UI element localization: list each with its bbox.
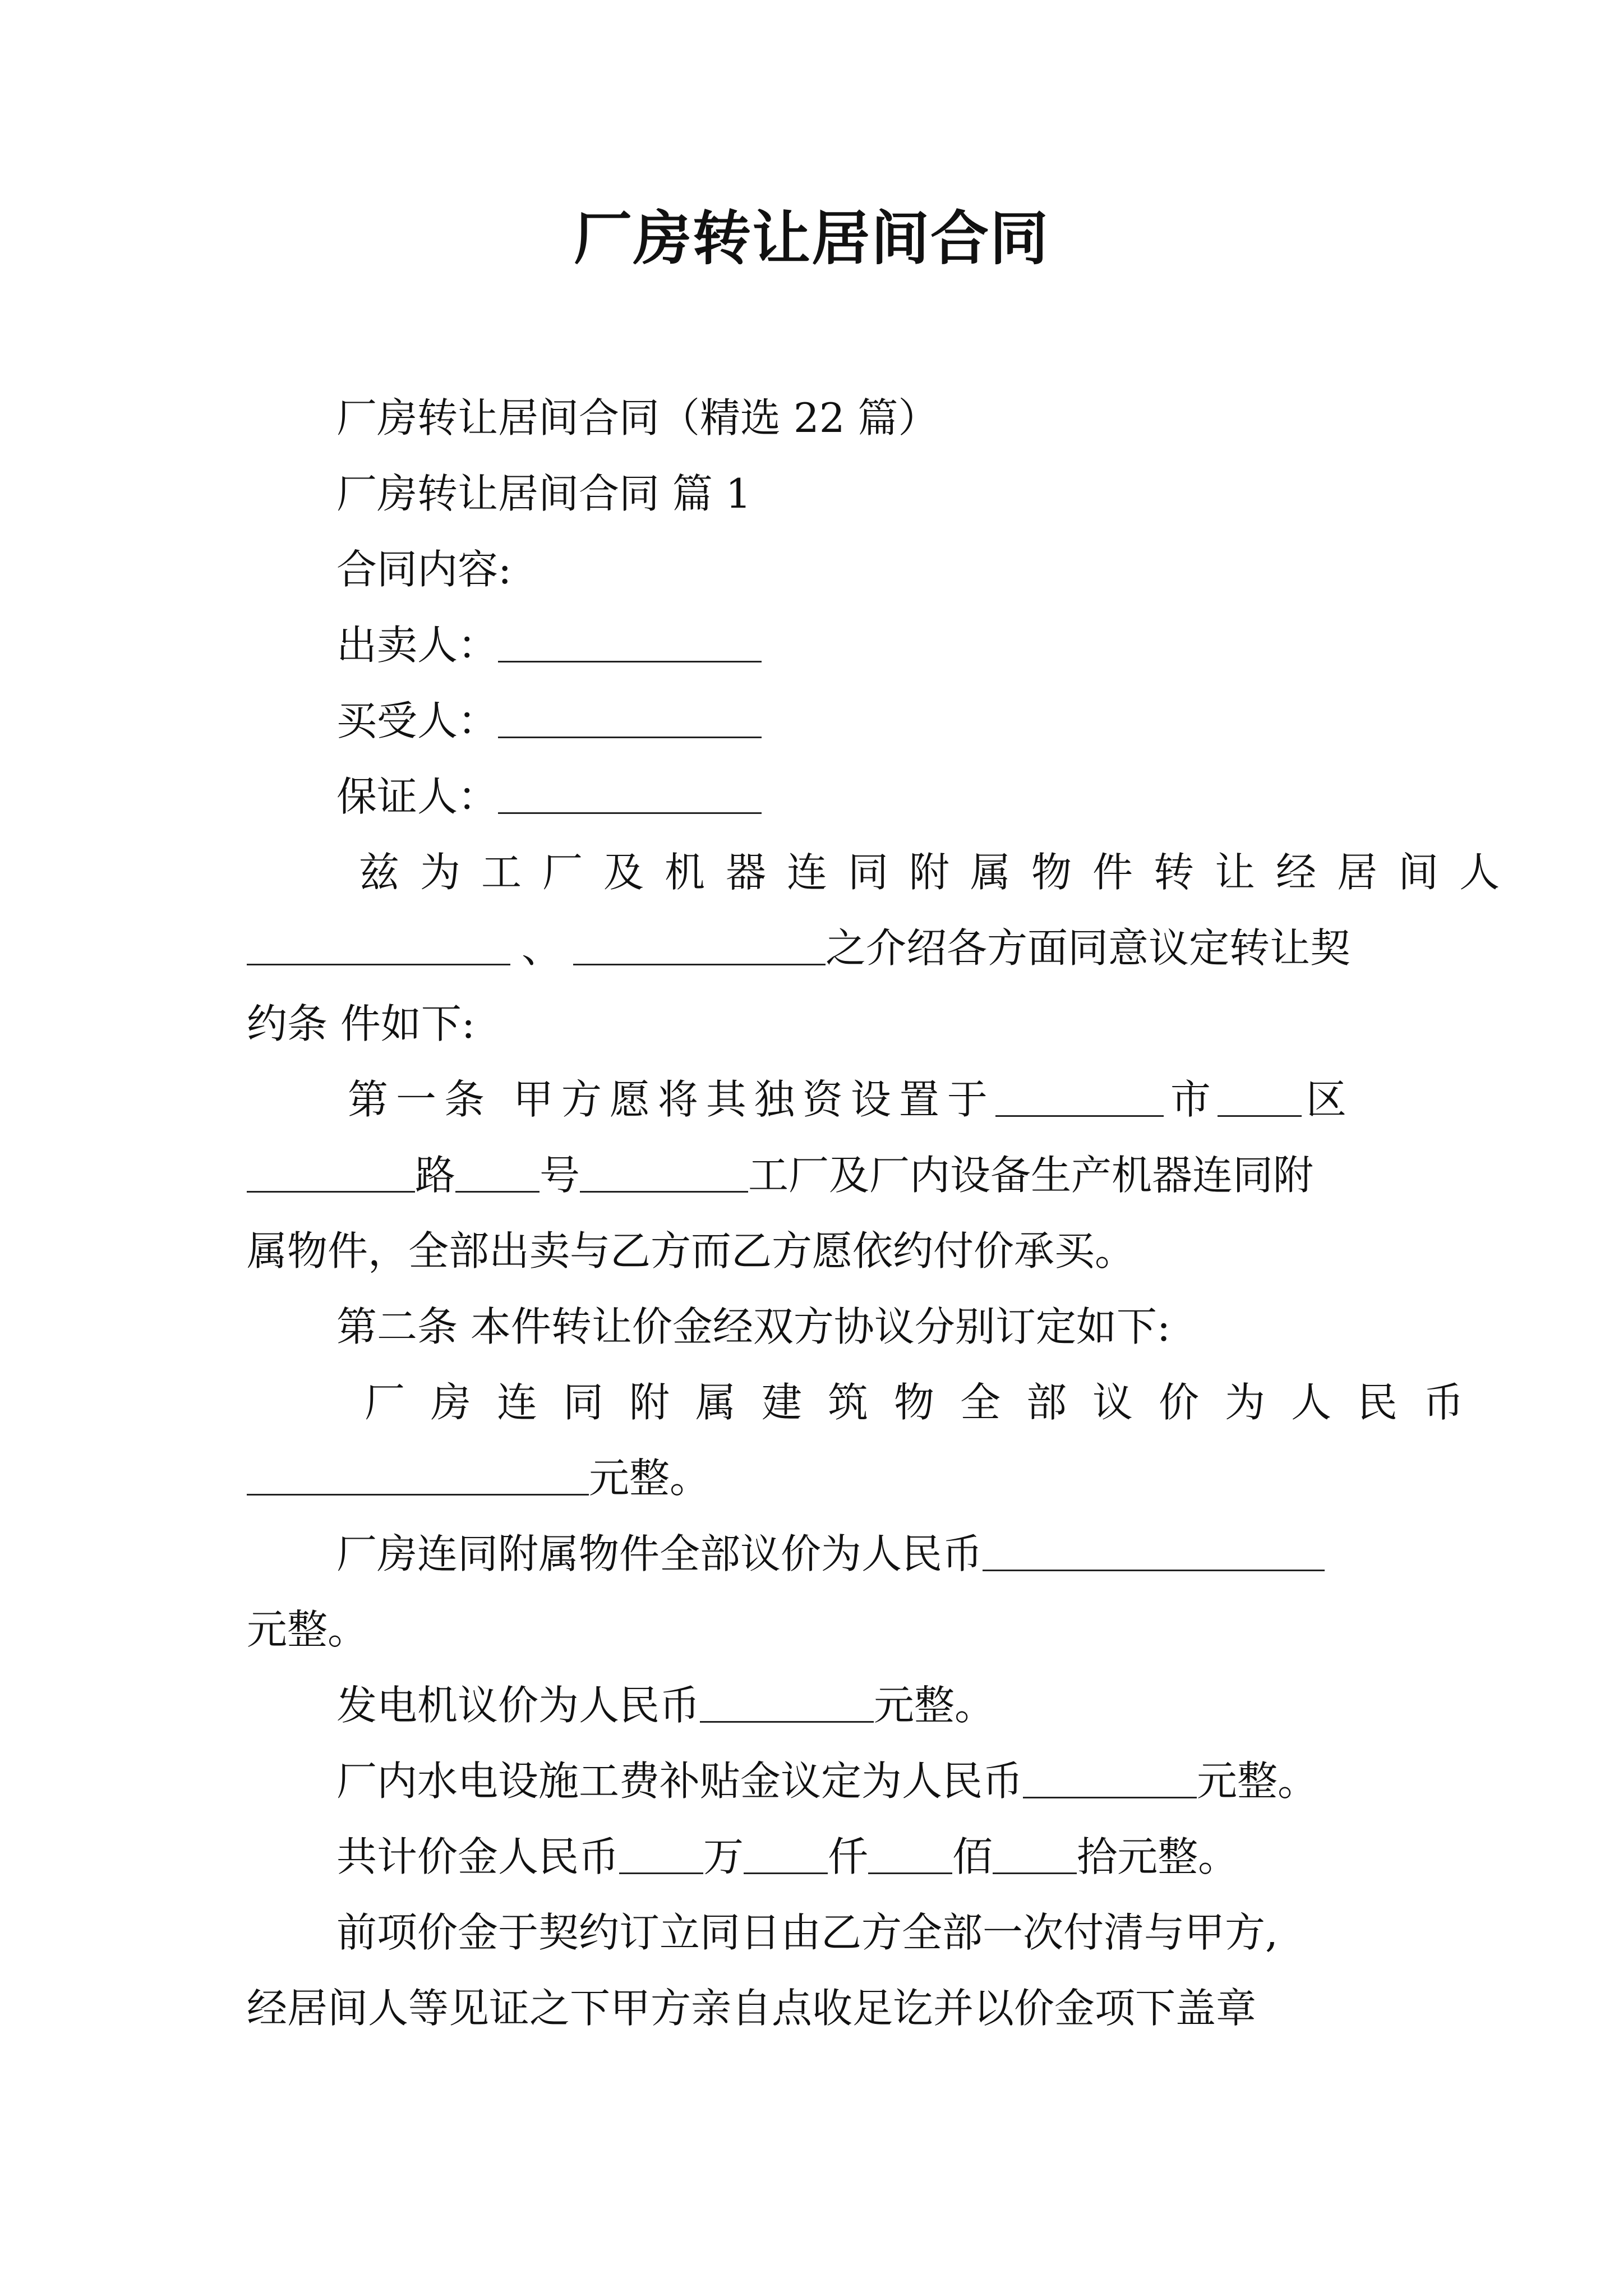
para1-line2: 、 之介绍各方面同意议定转让契	[247, 917, 1385, 979]
guarantor-field: 保证人：	[247, 766, 1475, 827]
broker1-blank	[247, 923, 510, 965]
seller-field: 出卖人：	[247, 614, 1475, 676]
buyer-field: 买受人：	[247, 690, 1475, 752]
article1-line3: 属物件，全部出卖与乙方而乙方愿依约付价承买。	[247, 1227, 1136, 1274]
item3-amount-blank	[700, 1681, 874, 1723]
city-blank	[995, 1075, 1164, 1117]
payment-line2: 经居间人等见证之下甲方亲自点收足讫并以价金项下盖章	[247, 1985, 1257, 2032]
item2-line1: 厂房连同附属物件全部议价为人民币	[247, 1523, 1475, 1585]
page-title: 厂房转让居间合同	[573, 204, 1049, 273]
item2-amount-blank	[983, 1529, 1325, 1571]
article1-line1: 第一条 甲方愿将其独资设置于 市 区	[348, 1076, 1347, 1123]
subtitle: 厂房转让居间合同（精选 22 篇）	[336, 394, 939, 441]
para1-line3: 约条 件如下:	[247, 1000, 476, 1047]
bai-blank	[868, 1832, 952, 1874]
article2-heading: 第二条 本件转让价金经双方协议分别订定如下:	[336, 1303, 1171, 1350]
item4-amount-blank	[1023, 1756, 1197, 1798]
seller-blank	[498, 620, 762, 662]
item3-line: 发电机议价为人民币 元整。	[336, 1682, 995, 1729]
item1-amount-blank	[247, 1453, 589, 1496]
factory-name-blank	[580, 1151, 748, 1193]
broker2-blank	[573, 923, 826, 965]
item1-line1: 厂房连同附属建筑物全部议价为人民币	[365, 1379, 1490, 1426]
qian-blank	[744, 1832, 828, 1874]
guarantor-blank	[498, 772, 762, 814]
total-line: 共计价金人民币 万 仟 佰 拾元整。	[336, 1833, 1239, 1880]
wan-blank	[619, 1832, 703, 1874]
para1-line1: 兹为工厂及机器连同附属物件转让经居间人	[359, 849, 1521, 896]
item4-line: 厂内水电设施工费补贴金议定为人民币 元整。	[336, 1757, 1318, 1805]
item2-line2: 元整。	[247, 1606, 368, 1653]
payment-line1: 前项价金于契约订立同日由乙方全部一次付清与甲方,	[336, 1909, 1278, 1956]
district-blank	[1218, 1075, 1302, 1117]
road-blank	[247, 1151, 415, 1193]
section-heading: 厂房转让居间合同 篇 1	[336, 470, 751, 517]
article1-line2: 路 号 工厂及厂内设备生产机器连同附	[247, 1144, 1385, 1206]
content-label: 合同内容:	[336, 546, 512, 593]
item1-line2: 元整。	[247, 1447, 1385, 1509]
shi-blank	[993, 1832, 1077, 1874]
number-blank	[455, 1151, 540, 1193]
buyer-blank	[498, 696, 762, 738]
